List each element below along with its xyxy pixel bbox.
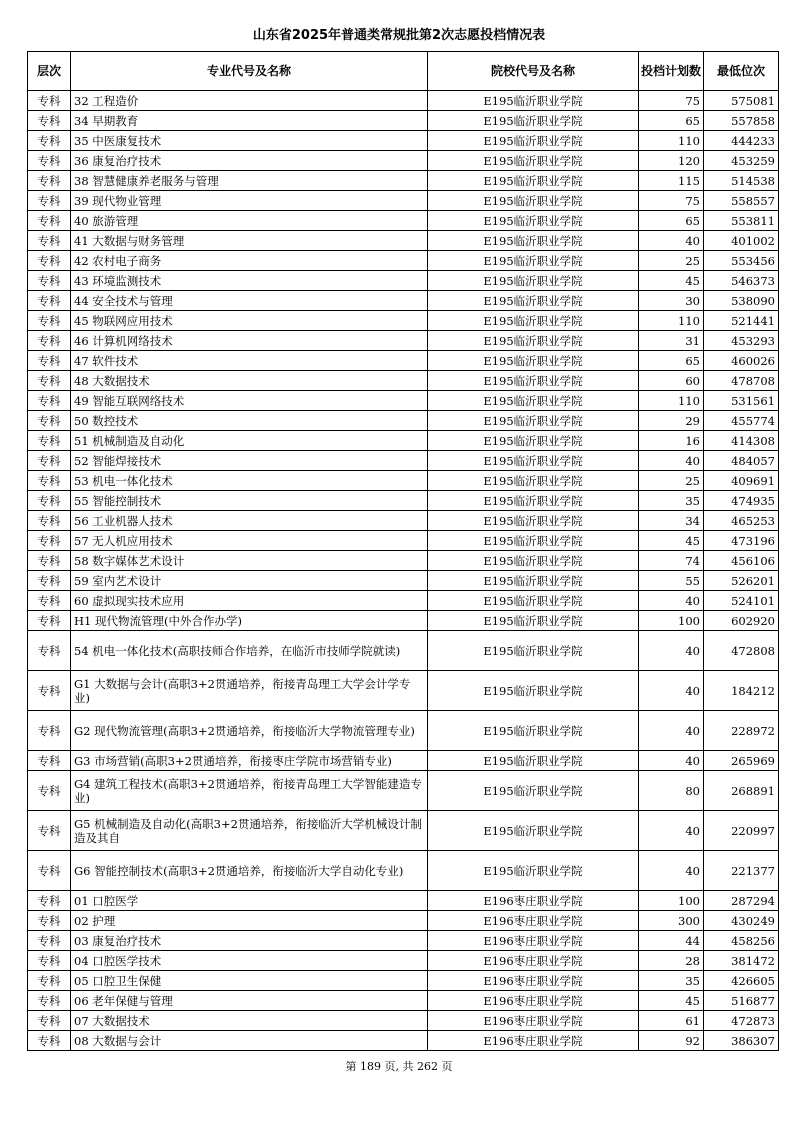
- plan-cell: 40: [639, 231, 704, 251]
- level-cell: 专科: [28, 551, 71, 571]
- school-cell: E195临沂职业学院: [428, 491, 639, 511]
- plan-cell: 31: [639, 331, 704, 351]
- rank-cell: 268891: [704, 771, 779, 811]
- school-cell: E195临沂职业学院: [428, 271, 639, 291]
- table-row: [28, 511, 779, 531]
- school-cell: E195临沂职业学院: [428, 751, 639, 771]
- plan-cell: 45: [639, 271, 704, 291]
- major-cell: 55 智能控制技术: [71, 491, 428, 511]
- school-cell: E195临沂职业学院: [428, 131, 639, 151]
- school-cell: E195临沂职业学院: [428, 511, 639, 531]
- rank-cell: 478708: [704, 371, 779, 391]
- level-cell: 专科: [28, 911, 71, 931]
- plan-cell: 75: [639, 191, 704, 211]
- level-cell: 专科: [28, 231, 71, 251]
- level-cell: 专科: [28, 1011, 71, 1031]
- school-cell: E195临沂职业学院: [428, 351, 639, 371]
- level-cell: 专科: [28, 111, 71, 131]
- rank-cell: 557858: [704, 111, 779, 131]
- table-row: [28, 431, 779, 451]
- header-rank: 最低位次: [704, 52, 779, 91]
- level-cell: 专科: [28, 711, 71, 751]
- level-cell: 专科: [28, 171, 71, 191]
- major-cell: 40 旅游管理: [71, 211, 428, 231]
- school-cell: E195临沂职业学院: [428, 291, 639, 311]
- plan-cell: 100: [639, 611, 704, 631]
- rank-cell: 531561: [704, 391, 779, 411]
- level-cell: 专科: [28, 971, 71, 991]
- level-cell: 专科: [28, 891, 71, 911]
- major-cell: 39 现代物业管理: [71, 191, 428, 211]
- school-cell: E195临沂职业学院: [428, 551, 639, 571]
- school-cell: E195临沂职业学院: [428, 531, 639, 551]
- plan-cell: 110: [639, 391, 704, 411]
- school-cell: E195临沂职业学院: [428, 171, 639, 191]
- plan-cell: 35: [639, 971, 704, 991]
- rank-cell: 521441: [704, 311, 779, 331]
- header-level: 层次: [28, 52, 71, 91]
- rank-cell: 575081: [704, 91, 779, 111]
- table-body: [28, 91, 779, 1051]
- major-cell: 46 计算机网络技术: [71, 331, 428, 351]
- major-cell: 49 智能互联网络技术: [71, 391, 428, 411]
- plan-cell: 40: [639, 851, 704, 891]
- school-cell: E196枣庄职业学院: [428, 1011, 639, 1031]
- level-cell: 专科: [28, 431, 71, 451]
- school-cell: E195临沂职业学院: [428, 611, 639, 631]
- rank-cell: 409691: [704, 471, 779, 491]
- school-cell: E195临沂职业学院: [428, 151, 639, 171]
- plan-cell: 34: [639, 511, 704, 531]
- rank-cell: 456106: [704, 551, 779, 571]
- rank-cell: 514538: [704, 171, 779, 191]
- major-cell: 59 室内艺术设计: [71, 571, 428, 591]
- school-cell: E195临沂职业学院: [428, 471, 639, 491]
- table-row: [28, 1011, 779, 1031]
- plan-cell: 80: [639, 771, 704, 811]
- table-row: [28, 931, 779, 951]
- rank-cell: 474935: [704, 491, 779, 511]
- rank-cell: 184212: [704, 671, 779, 711]
- rank-cell: 381472: [704, 951, 779, 971]
- plan-cell: 40: [639, 591, 704, 611]
- plan-cell: 92: [639, 1031, 704, 1051]
- table-row: [28, 891, 779, 911]
- level-cell: 专科: [28, 611, 71, 631]
- plan-cell: 35: [639, 491, 704, 511]
- major-cell: 50 数控技术: [71, 411, 428, 431]
- level-cell: 专科: [28, 991, 71, 1011]
- plan-cell: 44: [639, 931, 704, 951]
- plan-cell: 30: [639, 291, 704, 311]
- rank-cell: 444233: [704, 131, 779, 151]
- plan-cell: 120: [639, 151, 704, 171]
- admission-table: [27, 51, 779, 1051]
- level-cell: 专科: [28, 1031, 71, 1051]
- major-cell: 32 工程造价: [71, 91, 428, 111]
- rank-cell: 287294: [704, 891, 779, 911]
- major-cell: 42 农村电子商务: [71, 251, 428, 271]
- level-cell: 专科: [28, 531, 71, 551]
- school-cell: E196枣庄职业学院: [428, 991, 639, 1011]
- table-row: [28, 951, 779, 971]
- school-cell: E195临沂职业学院: [428, 451, 639, 471]
- major-cell: G2 现代物流管理(高职3+2贯通培养，衔接临沂大学物流管理专业): [71, 711, 428, 751]
- page-title: 山东省2025年普通类常规批第2次志愿投档情况表: [252, 28, 546, 43]
- rank-cell: 414308: [704, 431, 779, 451]
- table-row: [28, 171, 779, 191]
- major-cell: 57 无人机应用技术: [71, 531, 428, 551]
- table-row: [28, 211, 779, 231]
- page-footer: 第 189 页, 共 262 页: [345, 1060, 453, 1073]
- plan-cell: 29: [639, 411, 704, 431]
- level-cell: 专科: [28, 771, 71, 811]
- major-cell: G4 建筑工程技术(高职3+2贯通培养，衔接青岛理工大学智能建造专业): [71, 771, 428, 811]
- level-cell: 专科: [28, 251, 71, 271]
- level-cell: 专科: [28, 91, 71, 111]
- level-cell: 专科: [28, 131, 71, 151]
- table-row: [28, 391, 779, 411]
- rank-cell: 553456: [704, 251, 779, 271]
- table-row: [28, 751, 779, 771]
- school-cell: E195临沂职业学院: [428, 191, 639, 211]
- rank-cell: 472808: [704, 631, 779, 671]
- level-cell: 专科: [28, 151, 71, 171]
- level-cell: 专科: [28, 451, 71, 471]
- plan-cell: 40: [639, 751, 704, 771]
- table-header-row: [28, 52, 779, 91]
- level-cell: 专科: [28, 291, 71, 311]
- table-row: [28, 491, 779, 511]
- major-cell: 34 早期教育: [71, 111, 428, 131]
- level-cell: 专科: [28, 311, 71, 331]
- school-cell: E195临沂职业学院: [428, 111, 639, 131]
- table-row: [28, 1031, 779, 1051]
- major-cell: 01 口腔医学: [71, 891, 428, 911]
- plan-cell: 115: [639, 171, 704, 191]
- table-row: [28, 371, 779, 391]
- table-row: [28, 291, 779, 311]
- table-row: [28, 851, 779, 891]
- plan-cell: 100: [639, 891, 704, 911]
- school-cell: E196枣庄职业学院: [428, 911, 639, 931]
- level-cell: 专科: [28, 211, 71, 231]
- school-cell: E195临沂职业学院: [428, 811, 639, 851]
- school-cell: E196枣庄职业学院: [428, 971, 639, 991]
- rank-cell: 458256: [704, 931, 779, 951]
- rank-cell: 426605: [704, 971, 779, 991]
- major-cell: 04 口腔医学技术: [71, 951, 428, 971]
- rank-cell: 558557: [704, 191, 779, 211]
- header-school: 院校代号及名称: [428, 52, 639, 91]
- major-cell: 38 智慧健康养老服务与管理: [71, 171, 428, 191]
- plan-cell: 25: [639, 251, 704, 271]
- major-cell: G6 智能控制技术(高职3+2贯通培养，衔接临沂大学自动化专业): [71, 851, 428, 891]
- major-cell: G5 机械制造及自动化(高职3+2贯通培养，衔接临沂大学机械设计制造及其自: [71, 811, 428, 851]
- level-cell: 专科: [28, 631, 71, 671]
- major-cell: G1 大数据与会计(高职3+2贯通培养，衔接青岛理工大学会计学专业): [71, 671, 428, 711]
- plan-cell: 110: [639, 131, 704, 151]
- plan-cell: 40: [639, 451, 704, 471]
- school-cell: E195临沂职业学院: [428, 91, 639, 111]
- major-cell: 53 机电一体化技术: [71, 471, 428, 491]
- school-cell: E195临沂职业学院: [428, 331, 639, 351]
- rank-cell: 265969: [704, 751, 779, 771]
- major-cell: 41 大数据与财务管理: [71, 231, 428, 251]
- plan-cell: 75: [639, 91, 704, 111]
- rank-cell: 516877: [704, 991, 779, 1011]
- plan-cell: 61: [639, 1011, 704, 1031]
- plan-cell: 300: [639, 911, 704, 931]
- school-cell: E195临沂职业学院: [428, 851, 639, 891]
- school-cell: E195临沂职业学院: [428, 671, 639, 711]
- rank-cell: 526201: [704, 571, 779, 591]
- table-row: [28, 91, 779, 111]
- rank-cell: 228972: [704, 711, 779, 751]
- table-row: [28, 411, 779, 431]
- major-cell: 36 康复治疗技术: [71, 151, 428, 171]
- major-cell: 43 环境监测技术: [71, 271, 428, 291]
- rank-cell: 538090: [704, 291, 779, 311]
- rank-cell: 484057: [704, 451, 779, 471]
- school-cell: E196枣庄职业学院: [428, 931, 639, 951]
- rank-cell: 386307: [704, 1031, 779, 1051]
- level-cell: 专科: [28, 811, 71, 851]
- table-row: [28, 671, 779, 711]
- plan-cell: 40: [639, 631, 704, 671]
- school-cell: E195临沂职业学院: [428, 311, 639, 331]
- level-cell: 专科: [28, 511, 71, 531]
- school-cell: E195临沂职业学院: [428, 211, 639, 231]
- school-cell: E196枣庄职业学院: [428, 951, 639, 971]
- plan-cell: 110: [639, 311, 704, 331]
- school-cell: E195临沂职业学院: [428, 391, 639, 411]
- school-cell: E195临沂职业学院: [428, 411, 639, 431]
- table-row: [28, 911, 779, 931]
- header-major: 专业代号及名称: [71, 52, 428, 91]
- level-cell: 专科: [28, 391, 71, 411]
- level-cell: 专科: [28, 471, 71, 491]
- rank-cell: 524101: [704, 591, 779, 611]
- school-cell: E195临沂职业学院: [428, 571, 639, 591]
- header-plan: 投档计划数: [639, 52, 704, 91]
- school-cell: E196枣庄职业学院: [428, 891, 639, 911]
- plan-cell: 40: [639, 671, 704, 711]
- rank-cell: 602920: [704, 611, 779, 631]
- rank-cell: 220997: [704, 811, 779, 851]
- plan-cell: 45: [639, 531, 704, 551]
- rank-cell: 472873: [704, 1011, 779, 1031]
- major-cell: 05 口腔卫生保健: [71, 971, 428, 991]
- plan-cell: 28: [639, 951, 704, 971]
- rank-cell: 430249: [704, 911, 779, 931]
- major-cell: 54 机电一体化技术(高职技师合作培养，在临沂市技师学院就读): [71, 631, 428, 671]
- major-cell: 44 安全技术与管理: [71, 291, 428, 311]
- plan-cell: 45: [639, 991, 704, 1011]
- level-cell: 专科: [28, 491, 71, 511]
- rank-cell: 455774: [704, 411, 779, 431]
- table-row: [28, 191, 779, 211]
- level-cell: 专科: [28, 331, 71, 351]
- major-cell: G3 市场营销(高职3+2贯通培养，衔接枣庄学院市场营销专业): [71, 751, 428, 771]
- major-cell: 56 工业机器人技术: [71, 511, 428, 531]
- plan-cell: 40: [639, 711, 704, 751]
- major-cell: 58 数字媒体艺术设计: [71, 551, 428, 571]
- level-cell: 专科: [28, 671, 71, 711]
- level-cell: 专科: [28, 851, 71, 891]
- table-row: [28, 111, 779, 131]
- school-cell: E195临沂职业学院: [428, 251, 639, 271]
- level-cell: 专科: [28, 191, 71, 211]
- plan-cell: 40: [639, 811, 704, 851]
- table-row: [28, 611, 779, 631]
- table-row: [28, 811, 779, 851]
- table-row: [28, 471, 779, 491]
- rank-cell: 473196: [704, 531, 779, 551]
- major-cell: 02 护理: [71, 911, 428, 931]
- major-cell: 35 中医康复技术: [71, 131, 428, 151]
- level-cell: 专科: [28, 571, 71, 591]
- table-row: [28, 251, 779, 271]
- level-cell: 专科: [28, 411, 71, 431]
- plan-cell: 16: [639, 431, 704, 451]
- rank-cell: 460026: [704, 351, 779, 371]
- table-row: [28, 571, 779, 591]
- table-row: [28, 271, 779, 291]
- plan-cell: 65: [639, 211, 704, 231]
- rank-cell: 453259: [704, 151, 779, 171]
- major-cell: 07 大数据技术: [71, 1011, 428, 1031]
- major-cell: 47 软件技术: [71, 351, 428, 371]
- rank-cell: 401002: [704, 231, 779, 251]
- major-cell: H1 现代物流管理(中外合作办学): [71, 611, 428, 631]
- table-row: [28, 331, 779, 351]
- table-row: [28, 311, 779, 331]
- major-cell: 60 虚拟现实技术应用: [71, 591, 428, 611]
- school-cell: E195临沂职业学院: [428, 631, 639, 671]
- rank-cell: 453293: [704, 331, 779, 351]
- plan-cell: 25: [639, 471, 704, 491]
- level-cell: 专科: [28, 931, 71, 951]
- rank-cell: 221377: [704, 851, 779, 891]
- major-cell: 51 机械制造及自动化: [71, 431, 428, 451]
- school-cell: E195临沂职业学院: [428, 711, 639, 751]
- table-row: [28, 771, 779, 811]
- major-cell: 45 物联网应用技术: [71, 311, 428, 331]
- level-cell: 专科: [28, 591, 71, 611]
- table-row: [28, 551, 779, 571]
- level-cell: 专科: [28, 951, 71, 971]
- school-cell: E195临沂职业学院: [428, 431, 639, 451]
- table-row: [28, 131, 779, 151]
- table-row: [28, 591, 779, 611]
- level-cell: 专科: [28, 271, 71, 291]
- plan-cell: 74: [639, 551, 704, 571]
- table-row: [28, 971, 779, 991]
- plan-cell: 65: [639, 111, 704, 131]
- table-row: [28, 711, 779, 751]
- plan-cell: 65: [639, 351, 704, 371]
- major-cell: 08 大数据与会计: [71, 1031, 428, 1051]
- school-cell: E195临沂职业学院: [428, 371, 639, 391]
- rank-cell: 553811: [704, 211, 779, 231]
- school-cell: E196枣庄职业学院: [428, 1031, 639, 1051]
- major-cell: 48 大数据技术: [71, 371, 428, 391]
- major-cell: 03 康复治疗技术: [71, 931, 428, 951]
- school-cell: E195临沂职业学院: [428, 771, 639, 811]
- table-row: [28, 351, 779, 371]
- table-row: [28, 231, 779, 251]
- plan-cell: 60: [639, 371, 704, 391]
- table-row: [28, 451, 779, 471]
- rank-cell: 546373: [704, 271, 779, 291]
- school-cell: E195临沂职业学院: [428, 591, 639, 611]
- table-row: [28, 531, 779, 551]
- table-row: [28, 631, 779, 671]
- rank-cell: 465253: [704, 511, 779, 531]
- level-cell: 专科: [28, 751, 71, 771]
- major-cell: 52 智能焊接技术: [71, 451, 428, 471]
- table-row: [28, 991, 779, 1011]
- major-cell: 06 老年保健与管理: [71, 991, 428, 1011]
- school-cell: E195临沂职业学院: [428, 231, 639, 251]
- level-cell: 专科: [28, 371, 71, 391]
- level-cell: 专科: [28, 351, 71, 371]
- plan-cell: 55: [639, 571, 704, 591]
- table-row: [28, 151, 779, 171]
